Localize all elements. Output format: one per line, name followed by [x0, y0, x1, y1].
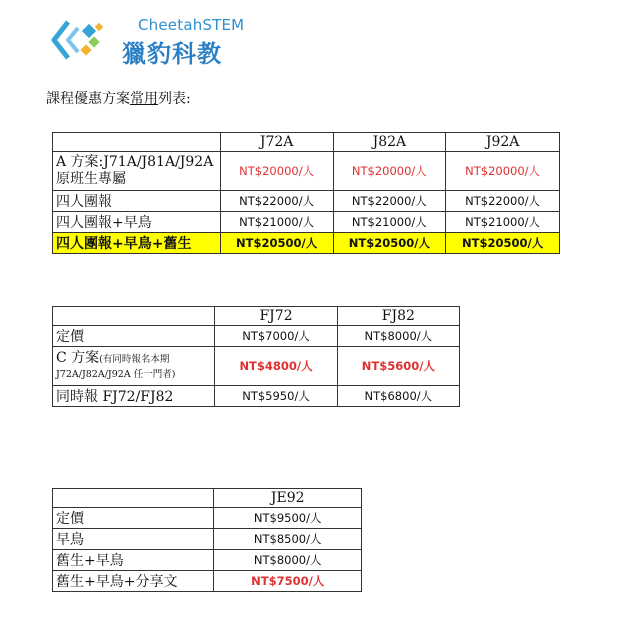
table-row — [53, 508, 362, 529]
price-cell: NT$22000/人 — [333, 191, 446, 212]
plan-c-note: J72A/J82A/J92A 任一門者) — [56, 368, 176, 380]
table-row — [53, 550, 362, 571]
price-cell: NT$21000/人 — [446, 212, 560, 233]
row-label: 舊生+早鳥+分享文 — [53, 571, 214, 592]
header-cell: JE92 — [214, 489, 362, 508]
pricing-table-je-series — [52, 488, 362, 592]
price-cell: NT$5950/人 — [215, 386, 337, 407]
brand-name-zh: 獵豹科教 — [122, 40, 222, 68]
price-cell: NT$6800/人 — [337, 386, 459, 407]
price-cell: NT$7000/人 — [215, 326, 337, 347]
row-label: 同時報 FJ72/FJ82 — [53, 386, 215, 407]
intro-underlined: 常用 — [130, 91, 158, 107]
price-cell: NT$4800/人 — [215, 347, 337, 386]
pricing-table-fj-series — [52, 306, 460, 407]
plan-c-title: C 方案 — [56, 349, 100, 366]
row-label: 四人團報+早鳥 — [53, 212, 221, 233]
cheetahstem-logo — [50, 14, 250, 70]
table-header-row — [53, 489, 362, 508]
table-row — [53, 191, 560, 212]
price-cell: NT$20000/人 — [220, 152, 333, 191]
price-cell: NT$21000/人 — [333, 212, 446, 233]
price-cell: NT$22000/人 — [220, 191, 333, 212]
table-row — [53, 347, 460, 386]
price-cell: NT$8000/人 — [214, 550, 362, 571]
row-label: 定價 — [53, 326, 215, 347]
pricing-table-j-series — [52, 132, 560, 254]
header-cell: J82A — [333, 133, 446, 152]
row-label: 四人團報 — [53, 191, 221, 212]
highlighted-row — [53, 233, 560, 254]
intro-text — [46, 88, 191, 108]
table-header-row — [53, 307, 460, 326]
row-label-line: A 方案:J71A/J81A/J92A — [56, 154, 214, 170]
row-label-line: 原班生專屬 — [56, 171, 126, 187]
intro-prefix: 課程優惠方案 — [46, 91, 130, 107]
price-cell: NT$5600/人 — [337, 347, 459, 386]
price-cell: NT$20000/人 — [333, 152, 446, 191]
header-cell: FJ72 — [215, 307, 337, 326]
header-cell — [53, 133, 221, 152]
price-cell: NT$8000/人 — [337, 326, 459, 347]
intro-suffix: 列表: — [158, 91, 191, 107]
header-cell — [53, 307, 215, 326]
header-cell: J92A — [446, 133, 560, 152]
table-header-row — [53, 133, 560, 152]
table-row — [53, 571, 362, 592]
price-cell: NT$20500/人 — [333, 233, 446, 254]
header-cell — [53, 489, 214, 508]
row-label — [53, 347, 215, 386]
header-cell: J72A — [220, 133, 333, 152]
price-cell: NT$22000/人 — [446, 191, 560, 212]
price-cell: NT$8500/人 — [214, 529, 362, 550]
price-cell: NT$9500/人 — [214, 508, 362, 529]
row-label: 舊生+早鳥 — [53, 550, 214, 571]
brand-name-en: CheetahSTEM — [138, 16, 245, 34]
price-cell: NT$21000/人 — [220, 212, 333, 233]
price-cell: NT$20500/人 — [446, 233, 560, 254]
header-cell: FJ82 — [337, 307, 459, 326]
row-label — [53, 152, 221, 191]
table-row — [53, 152, 560, 191]
price-cell: NT$20500/人 — [220, 233, 333, 254]
row-label: 定價 — [53, 508, 214, 529]
price-cell: NT$20000/人 — [446, 152, 560, 191]
table-row — [53, 386, 460, 407]
table-row — [53, 529, 362, 550]
plan-c-note: (有同時報名本期 — [99, 353, 170, 365]
logo-mark-icon — [50, 18, 120, 64]
table-row — [53, 212, 560, 233]
table-row — [53, 326, 460, 347]
row-label: 四人團報+早鳥+舊生 — [53, 233, 221, 254]
price-cell: NT$7500/人 — [214, 571, 362, 592]
row-label: 早鳥 — [53, 529, 214, 550]
